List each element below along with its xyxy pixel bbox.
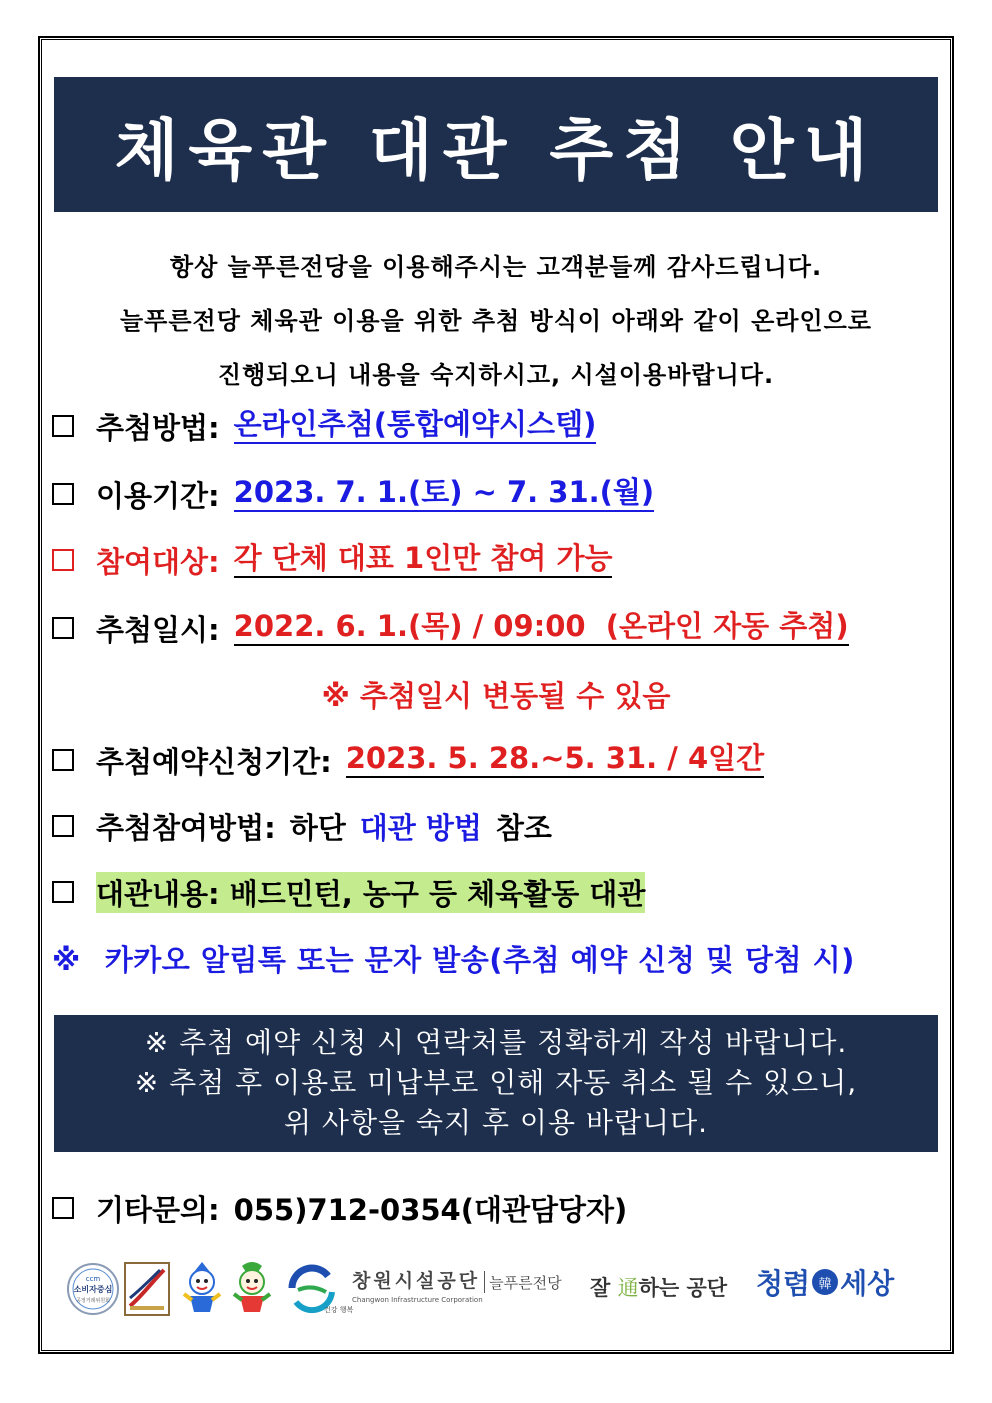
usage-period-label: 이용기간:: [96, 478, 220, 513]
mascot-green-icon: [230, 1260, 274, 1318]
venue-name: 늘푸른전당: [489, 1274, 562, 1292]
draw-date-row: [52, 606, 849, 650]
clean-slogan-logo: [756, 1262, 894, 1302]
mascot-blue-icon: [180, 1260, 224, 1318]
notice-line-3: 위 사항을 숙지 후 이용 바랍니다.: [283, 1106, 709, 1139]
checkbox-square: [52, 749, 74, 771]
usage-period-value: 2023. 7. 1.(토) ~ 7. 31.(월): [234, 476, 655, 512]
checkbox-square: [52, 881, 74, 903]
note-mark: ※: [52, 943, 81, 977]
intro-line-3: 진행되오니 내용을 숙지하시고, 시설이용바랍니다.: [217, 361, 775, 389]
slogan-part-1: 잘: [590, 1276, 618, 1300]
checkbox-square: [52, 549, 74, 571]
draw-method-row: [52, 404, 596, 448]
ccm-badge-icon: [66, 1262, 120, 1316]
ccm-top-text: ccm: [85, 1275, 101, 1283]
contact-row: [52, 1186, 627, 1230]
certificate-logo-icon: [124, 1262, 170, 1316]
notice-line-1: ※ 추첨 예약 신청 시 연락처를 정확하게 작성 바랍니다.: [144, 1026, 848, 1059]
intro-line-2: 늘푸른전당 체육관 이용을 위한 추첨 방식이 아래와 같이 온라인으로: [120, 307, 872, 335]
participation-suffix: 참조: [495, 810, 552, 845]
usage-period-row: [52, 472, 654, 516]
contact-label: 기타문의:: [96, 1192, 220, 1227]
checkbox-square: [52, 415, 74, 437]
content-highlight: 대관내용: 배드민턴, 농구 등 체육활동 대관: [96, 872, 645, 913]
draw-method-value: 온라인추첨(통합예약시스템): [234, 408, 597, 444]
ccm-main-text: 소비자중심: [73, 1285, 113, 1294]
footer-logos: [60, 1258, 932, 1320]
draw-date-note: ※ 추첨일시 변동될 수 있음: [321, 679, 671, 713]
apply-period-row: [52, 738, 764, 782]
notice-line-2: ※ 추첨 후 이용료 미납부로 인해 자동 취소 될 수 있으니,: [134, 1066, 858, 1099]
draw-method-label: 추첨방법:: [96, 410, 220, 445]
checkbox-square: [52, 617, 74, 639]
clean-han-char: 韓: [812, 1269, 838, 1295]
participation-row: [52, 804, 552, 848]
org-english-name: Changwon Infrastructure Corporation: [352, 1296, 483, 1304]
clean-part-1: 청렴: [756, 1267, 811, 1300]
kakao-notice: [52, 938, 855, 979]
emblem-caption: 건강 행복: [324, 1306, 354, 1314]
apply-period-value: 2023. 5. 28.~5. 31. / 4일간: [346, 742, 764, 778]
title-banner: [54, 77, 938, 212]
participation-prefix: 하단: [289, 810, 346, 845]
clean-part-2: 세상: [840, 1267, 895, 1300]
city-emblem-icon: [284, 1262, 354, 1316]
target-row: [52, 538, 612, 582]
apply-period-label: 추첨예약신청기간:: [96, 744, 332, 779]
target-label: 참여대상:: [96, 544, 220, 579]
draw-date-value: 2022. 6. 1.(목) / 09:00 (온라인 자동 추첨): [234, 610, 849, 646]
ccm-sub-text: 공정거래위원회: [76, 1298, 110, 1304]
participation-link-text: 대관 방법: [359, 810, 482, 845]
notice-banner: [54, 1015, 938, 1152]
intro-line-1: 항상 늘푸른전당을 이용해주시는 고객분들께 감사드립니다.: [169, 253, 823, 281]
target-value: 각 단체 대표 1인만 참여 가능: [234, 542, 613, 578]
page-title: 체육관 대관 추첨 안내: [114, 112, 878, 189]
checkbox-square: [52, 815, 74, 837]
participation-label: 추첨참여방법:: [96, 810, 276, 845]
org-name: 창원시설공단: [352, 1270, 481, 1292]
kakao-notice-text: 카카오 알림톡 또는 문자 발송(추첨 예약 신청 및 당첨 시): [104, 943, 855, 977]
checkbox-square: [52, 483, 74, 505]
content-row: [52, 870, 645, 914]
slogan-part-2: 하는 공단: [638, 1276, 728, 1300]
draw-date-label: 추첨일시:: [96, 612, 220, 647]
slogan-tong-char: 通: [617, 1276, 639, 1300]
contact-value: 055)712-0354(대관담당자): [233, 1192, 628, 1227]
slogan: [590, 1272, 727, 1302]
org-logo: [352, 1266, 568, 1314]
checkbox-square: [52, 1197, 74, 1219]
